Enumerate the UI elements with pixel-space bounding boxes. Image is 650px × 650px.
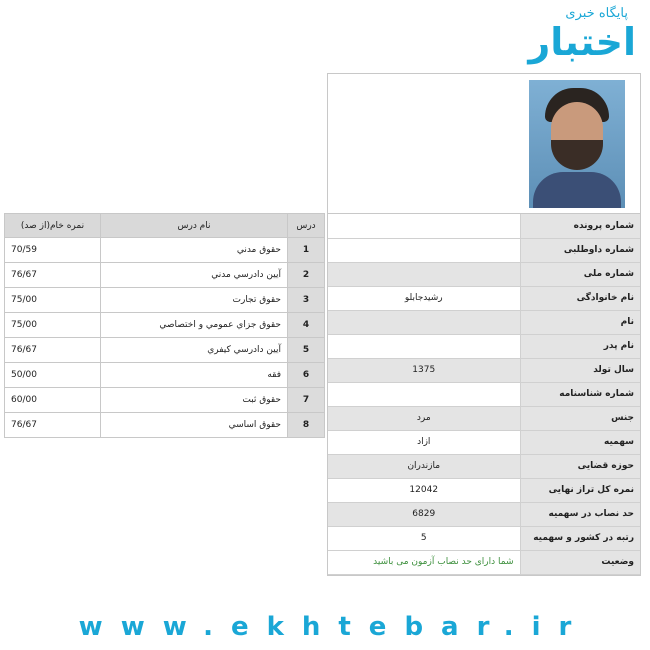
course-number: 7 [288,388,325,413]
info-value [328,310,520,334]
info-label: شماره پرونده [520,214,640,238]
info-value [328,262,520,286]
grades-table [4,213,325,438]
table-row [5,388,325,413]
raw-score: 75/00 [5,288,101,313]
header-course-number: درس [288,214,325,238]
info-row [328,454,640,478]
raw-score: 50/00 [5,363,101,388]
table-row [5,313,325,338]
raw-score: 76/67 [5,413,101,438]
info-value: 6829 [328,502,520,526]
info-row [328,430,640,454]
candidate-info-table [328,214,640,575]
info-row [328,502,640,526]
info-label: سال تولد [520,358,640,382]
course-number: 8 [288,413,325,438]
table-row [5,288,325,313]
info-row [328,550,640,574]
info-label: سهمیه [520,430,640,454]
info-label: نام [520,310,640,334]
info-label: شماره داوطلبی [520,238,640,262]
raw-score: 70/59 [5,238,101,263]
info-value [328,214,520,238]
info-row [328,310,640,334]
course-number: 6 [288,363,325,388]
table-row [5,413,325,438]
course-name: حقوق جزاي عمومي و اختصاصي [101,313,288,338]
course-name: حقوق ثبت [101,388,288,413]
info-row [328,478,640,502]
info-value: رشیدجابلو [328,286,520,310]
info-value: مرد [328,406,520,430]
course-name: حقوق تجارت [101,288,288,313]
logo-title: اختبار [528,20,636,64]
info-row [328,358,640,382]
info-label: جنس [520,406,640,430]
raw-score: 75/00 [5,313,101,338]
info-row [328,334,640,358]
course-name: آيين دادرسي كيفري [101,338,288,363]
raw-score: 60/00 [5,388,101,413]
info-row [328,262,640,286]
table-row [5,363,325,388]
info-label: نمره کل تراز نهایی [520,478,640,502]
course-name: فقه [101,363,288,388]
info-value [328,382,520,406]
logo-subtitle: پایگاه خبری [565,6,628,21]
info-label: وضعیت [520,550,640,574]
info-value [328,334,520,358]
info-row [328,238,640,262]
info-value: ازاد [328,430,520,454]
header-raw-score: نمره خام(از صد) [5,214,101,238]
course-number: 4 [288,313,325,338]
raw-score: 76/67 [5,263,101,288]
status-value: شما دارای حد نصاب آزمون می باشید [328,550,520,574]
info-row [328,526,640,550]
course-number: 3 [288,288,325,313]
info-value: 5 [328,526,520,550]
course-number: 2 [288,263,325,288]
raw-score: 76/67 [5,338,101,363]
info-value: مازندران [328,454,520,478]
site-logo [516,6,636,78]
info-row [328,382,640,406]
course-name: حقوق مدني [101,238,288,263]
info-row [328,406,640,430]
course-name: حقوق اساسي [101,413,288,438]
info-label: شماره شناسنامه [520,382,640,406]
info-row [328,214,640,238]
table-row [5,238,325,263]
info-row [328,286,640,310]
info-label: نام پدر [520,334,640,358]
header-course-name: نام درس [101,214,288,238]
info-label: رتبه در کشور و سهمیه [520,526,640,550]
candidate-info-panel [327,73,641,576]
info-label: شماره ملی [520,262,640,286]
course-number: 5 [288,338,325,363]
info-value: 1375 [328,358,520,382]
course-number: 1 [288,238,325,263]
table-row [5,263,325,288]
info-value [328,238,520,262]
info-label: نام خانوادگی [520,286,640,310]
info-label: حد نصاب در سهمیه [520,502,640,526]
footer-url[interactable]: www.ekhtebar.ir [78,612,590,642]
table-row [5,338,325,363]
grades-header-row [5,214,325,238]
info-label: حوزه قضایی [520,454,640,478]
candidate-photo [529,80,625,208]
info-value: 12042 [328,478,520,502]
course-name: آيين دادرسي مدني [101,263,288,288]
photo-area [328,74,640,214]
